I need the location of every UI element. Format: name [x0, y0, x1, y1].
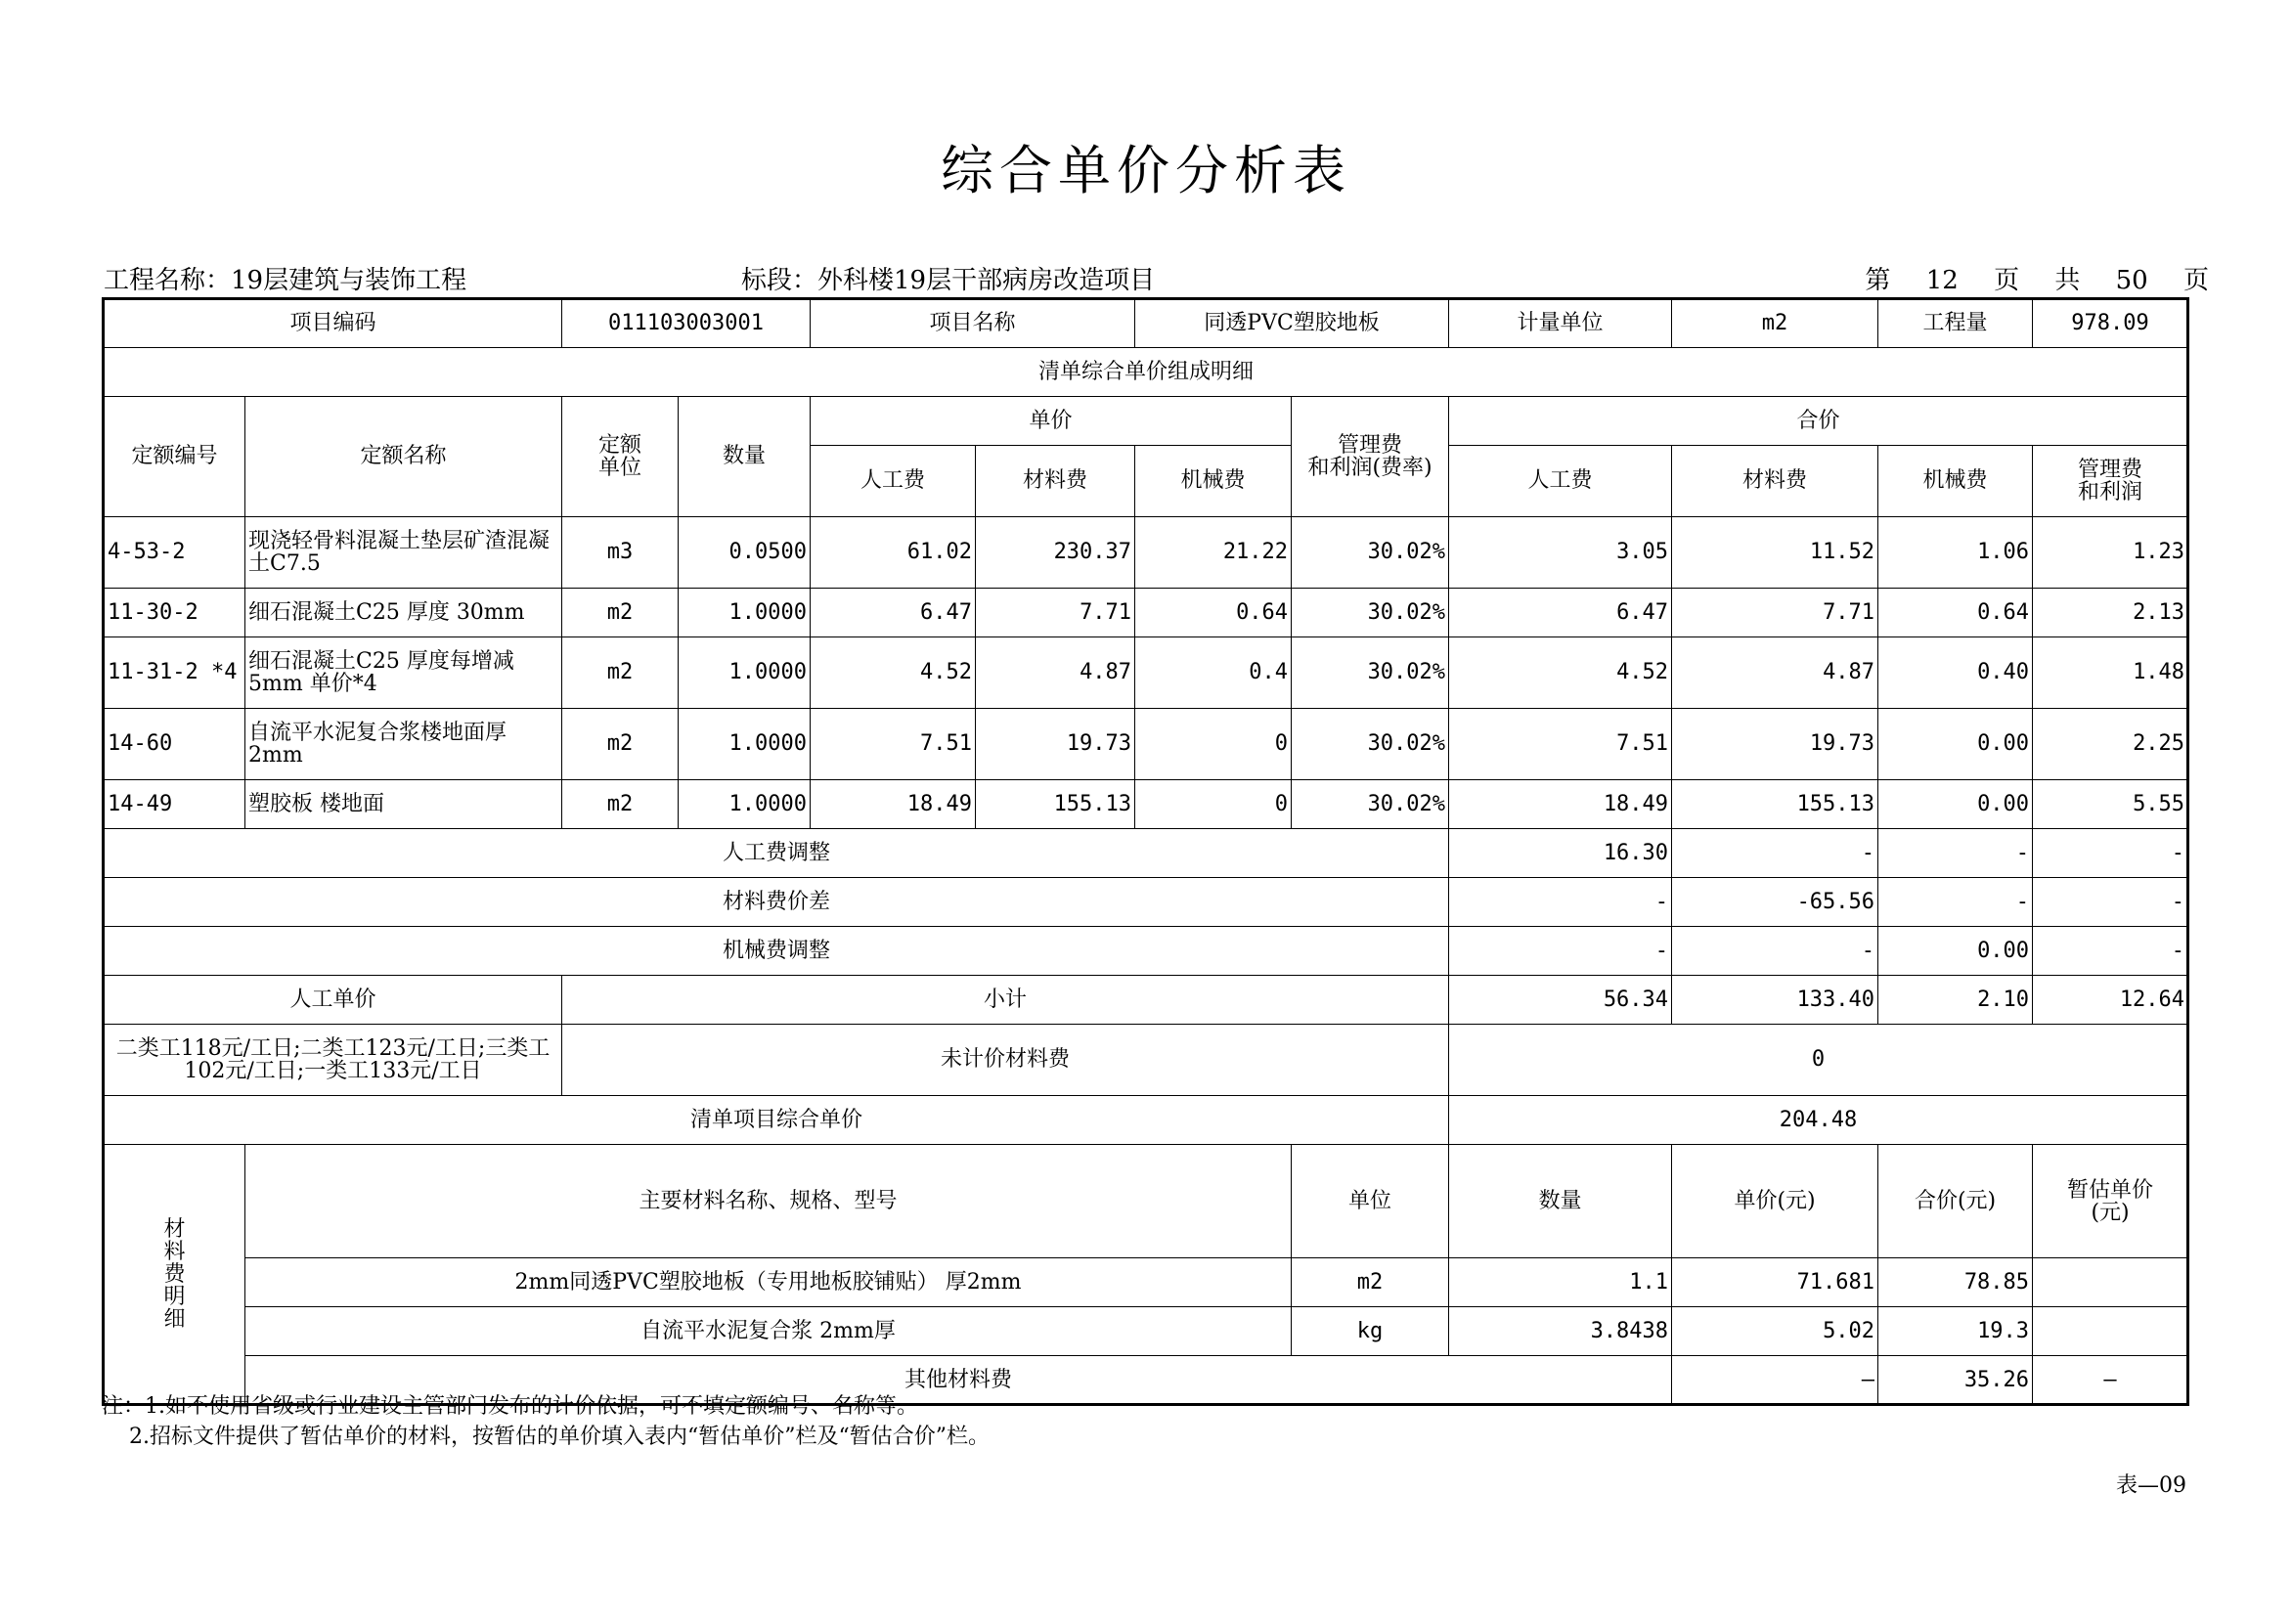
material-unit-header: 单位: [1292, 1145, 1449, 1258]
adjustment-material: -: [1672, 829, 1878, 878]
unpriced-row: [104, 1025, 2188, 1096]
adjustment-label: 机械费调整: [104, 927, 1449, 976]
row-labor: 4.52: [811, 637, 976, 709]
material-qty: 3.8438: [1449, 1307, 1672, 1356]
row-name: 自流平水泥复合浆楼地面厚2mm: [245, 709, 562, 780]
material-qty-header: 数量: [1449, 1145, 1672, 1258]
row-name: 现浇轻骨料混凝土垫层矿渣混凝土C7.5: [245, 517, 562, 589]
adjustment-mgmt: -: [2033, 878, 2188, 927]
row-labor: 7.51: [811, 709, 976, 780]
col-quota-unit: [562, 397, 679, 517]
row-machine: 21.22: [1135, 517, 1292, 589]
table-row: [104, 517, 2188, 589]
other-material-label: 其他材料费: [245, 1356, 1672, 1405]
row-material: 4.87: [976, 637, 1135, 709]
row-total-labor: 7.51: [1449, 709, 1672, 780]
row-machine: 0: [1135, 709, 1292, 780]
material-row: [104, 1258, 2188, 1307]
table-row: [104, 780, 2188, 829]
col-quota-code: 定额编号: [104, 397, 245, 517]
col-quantity: 数量: [679, 397, 811, 517]
row-material: 230.37: [976, 517, 1135, 589]
est-price-header: [2033, 1145, 2188, 1258]
note-line: 2.招标文件提供了暂估单价的材料，按暂估的单价填入表内“暂估单价”栏及“暂估合价”栏。: [102, 1424, 990, 1449]
unit-label: 计量单位: [1449, 299, 1672, 348]
col-quota-name: 定额名称: [245, 397, 562, 517]
col-quota-unit-line2: 单位: [598, 456, 642, 480]
page-info: [1865, 260, 2209, 296]
row-rate: 30.02%: [1292, 709, 1449, 780]
material-header-row: [104, 1145, 2188, 1258]
adjustment-machine: -: [1878, 829, 2033, 878]
row-total-labor: 4.52: [1449, 637, 1672, 709]
row-qty: 1.0000: [679, 780, 811, 829]
composite-label: 清单项目综合单价: [104, 1096, 1449, 1145]
material-name: 2mm同透PVC塑胶地板（专用地板胶铺贴） 厚2mm: [245, 1258, 1292, 1307]
row-rate: 30.02%: [1292, 517, 1449, 589]
adjustment-machine: -: [1878, 878, 2033, 927]
adjustment-labor: -: [1449, 927, 1672, 976]
row-total-machine: 1.06: [1878, 517, 2033, 589]
project-item-name: 同透PVC塑胶地板: [1135, 299, 1449, 348]
row-total-material: 4.87: [1672, 637, 1878, 709]
row-total-labor: 3.05: [1449, 517, 1672, 589]
row-total-machine: 0.00: [1878, 709, 2033, 780]
row-code: 11-31-2 *4: [104, 637, 245, 709]
detail-title: 清单综合单价组成明细: [104, 348, 2188, 397]
table-row: [104, 709, 2188, 780]
row-machine: 0.64: [1135, 589, 1292, 637]
labor-rate-text: 二类工118元/工日;二类工123元/工日;三类工102元/工日;一类工133元/工日: [104, 1025, 562, 1096]
adjustment-mgmt: -: [2033, 927, 2188, 976]
col-total-labor: 人工费: [1449, 446, 1672, 517]
row-labor: 6.47: [811, 589, 976, 637]
material-price: 71.681: [1672, 1258, 1878, 1307]
row-unit: m2: [562, 637, 679, 709]
row-code: 14-60: [104, 709, 245, 780]
composite-row: [104, 1096, 2188, 1145]
page-total-prefix: 共: [2054, 266, 2081, 295]
page-total: 50: [2115, 266, 2148, 295]
page-prefix: 第: [1865, 266, 1891, 295]
row-material: 155.13: [976, 780, 1135, 829]
adjustment-label: 人工费调整: [104, 829, 1449, 878]
subtotal-row: [104, 976, 2188, 1025]
side-char: 明: [163, 1284, 186, 1309]
adjustment-labor: 16.30: [1449, 829, 1672, 878]
col-mgmt-rate: [1292, 397, 1449, 517]
subtotal-mgmt: 12.64: [2033, 976, 2188, 1025]
est-price-header-line2: (元): [2091, 1200, 2130, 1225]
col-total-price: 合价: [1449, 397, 2188, 446]
row-total-material: 11.52: [1672, 517, 1878, 589]
notes: [102, 1392, 990, 1453]
row-labor: 18.49: [811, 780, 976, 829]
col-total-material: 材料费: [1672, 446, 1878, 517]
adjustment-row: [104, 829, 2188, 878]
adjustment-material: -65.56: [1672, 878, 1878, 927]
row-total-material: 155.13: [1672, 780, 1878, 829]
row-qty: 1.0000: [679, 709, 811, 780]
row-total-material: 19.73: [1672, 709, 1878, 780]
other-material-total: 35.26: [1878, 1356, 2033, 1405]
col-total-machine: 机械费: [1878, 446, 2033, 517]
col-total-mgmt-line1: 管理费: [2078, 457, 2143, 482]
adjustment-row: [104, 927, 2188, 976]
row-rate: 30.02%: [1292, 780, 1449, 829]
note-line: 注：1.如不使用省级或行业建设主管部门发布的计价依据，可不填定额编号、名称等。: [102, 1394, 918, 1419]
composite-value: 204.48: [1449, 1096, 2188, 1145]
row-unit: m2: [562, 780, 679, 829]
row-unit: m2: [562, 589, 679, 637]
row-qty: 1.0000: [679, 589, 811, 637]
page-current: 12: [1925, 266, 1959, 295]
adjustment-mgmt: -: [2033, 829, 2188, 878]
measure-unit: m2: [1672, 299, 1878, 348]
row-code: 14-49: [104, 780, 245, 829]
row-code: 11-30-2: [104, 589, 245, 637]
subtotal-label: 小计: [562, 976, 1449, 1025]
unpriced-value: 0: [1449, 1025, 2188, 1096]
row-material: 19.73: [976, 709, 1135, 780]
table-row: [104, 589, 2188, 637]
material-est-price: [2033, 1258, 2188, 1307]
row-total-machine: 0.40: [1878, 637, 2033, 709]
subtotal-machine: 2.10: [1878, 976, 2033, 1025]
material-row: [104, 1307, 2188, 1356]
row-total-mgmt: 2.25: [2033, 709, 2188, 780]
row-qty: 0.0500: [679, 517, 811, 589]
row-machine: 0.4: [1135, 637, 1292, 709]
row-total-mgmt: 5.55: [2033, 780, 2188, 829]
row-total-machine: 0.00: [1878, 780, 2033, 829]
row-total-machine: 0.64: [1878, 589, 2033, 637]
other-material-price: —: [1672, 1356, 1878, 1405]
row-total-material: 7.71: [1672, 589, 1878, 637]
row-total-labor: 18.49: [1449, 780, 1672, 829]
material-side-label: [104, 1145, 245, 1405]
project-code: 011103003001: [562, 299, 811, 348]
adjustment-material: -: [1672, 927, 1878, 976]
row-machine: 0: [1135, 780, 1292, 829]
col-material: 材料费: [976, 446, 1135, 517]
row-total-mgmt: 1.23: [2033, 517, 2188, 589]
adjustment-labor: -: [1449, 878, 1672, 927]
col-labor: 人工费: [811, 446, 976, 517]
side-char: 材: [163, 1216, 186, 1242]
material-unit: m2: [1292, 1258, 1449, 1307]
row-labor: 61.02: [811, 517, 976, 589]
adjustment-row: [104, 878, 2188, 927]
col-mgmt-rate-line2: 和利润(费率): [1307, 456, 1432, 480]
row-name: 细石混凝土C25 厚度每增减5mm 单价*4: [245, 637, 562, 709]
row-unit: m2: [562, 709, 679, 780]
material-total-header: 合价(元): [1878, 1145, 2033, 1258]
project-name: 工程名称：19层建筑与装饰工程: [104, 266, 467, 295]
col-quota-unit-line1: 定额: [598, 432, 642, 458]
side-char: 料: [163, 1239, 186, 1264]
row-rate: 30.02%: [1292, 589, 1449, 637]
side-char: 细: [163, 1306, 186, 1332]
adjustment-label: 材料费价差: [104, 878, 1449, 927]
column-header-row-1: [104, 397, 2188, 446]
material-price: 5.02: [1672, 1307, 1878, 1356]
material-total: 19.3: [1878, 1307, 2033, 1356]
material-name: 自流平水泥复合浆 2mm厚: [245, 1307, 1292, 1356]
form-number: 表—09: [2116, 1473, 2186, 1498]
labor-rate-label: 人工单价: [104, 976, 562, 1025]
subtotal-labor: 56.34: [1449, 976, 1672, 1025]
work-quantity: 978.09: [2033, 299, 2188, 348]
side-char: 费: [163, 1261, 186, 1287]
header-row: [104, 299, 2188, 348]
row-total-mgmt: 1.48: [2033, 637, 2188, 709]
page-title: 综合单价分析表: [941, 140, 1351, 201]
adjustment-machine: 0.00: [1878, 927, 2033, 976]
code-label: 项目编码: [104, 299, 562, 348]
col-total-mgmt-line2: 和利润: [2078, 480, 2143, 505]
row-material: 7.71: [976, 589, 1135, 637]
section-name: 标段：外科楼19层干部病房改造项目: [741, 266, 1156, 295]
page-word2: 页: [2182, 266, 2209, 295]
col-unit-price: 单价: [811, 397, 1292, 446]
qty-label: 工程量: [1878, 299, 2033, 348]
est-price-header-line1: 暂估单价: [2067, 1177, 2154, 1203]
material-est-price: [2033, 1307, 2188, 1356]
row-unit: m3: [562, 517, 679, 589]
col-mgmt-rate-line1: 管理费: [1338, 432, 1403, 458]
material-price-header: 单价(元): [1672, 1145, 1878, 1258]
table-row: [104, 637, 2188, 709]
detail-title-row: [104, 348, 2188, 397]
subtotal-material: 133.40: [1672, 976, 1878, 1025]
page-word: 页: [1994, 266, 2020, 295]
material-total: 78.85: [1878, 1258, 2033, 1307]
analysis-table: [102, 297, 2189, 1406]
row-rate: 30.02%: [1292, 637, 1449, 709]
name-label: 项目名称: [811, 299, 1135, 348]
row-name: 塑胶板 楼地面: [245, 780, 562, 829]
col-total-mgmt: [2033, 446, 2188, 517]
row-name: 细石混凝土C25 厚度 30mm: [245, 589, 562, 637]
row-qty: 1.0000: [679, 637, 811, 709]
other-material-est-price: —: [2033, 1356, 2188, 1405]
unpriced-label: 未计价材料费: [562, 1025, 1449, 1096]
row-total-mgmt: 2.13: [2033, 589, 2188, 637]
row-total-labor: 6.47: [1449, 589, 1672, 637]
material-qty: 1.1: [1449, 1258, 1672, 1307]
material-name-header: 主要材料名称、规格、型号: [245, 1145, 1292, 1258]
row-code: 4-53-2: [104, 517, 245, 589]
material-unit: kg: [1292, 1307, 1449, 1356]
col-machine: 机械费: [1135, 446, 1292, 517]
